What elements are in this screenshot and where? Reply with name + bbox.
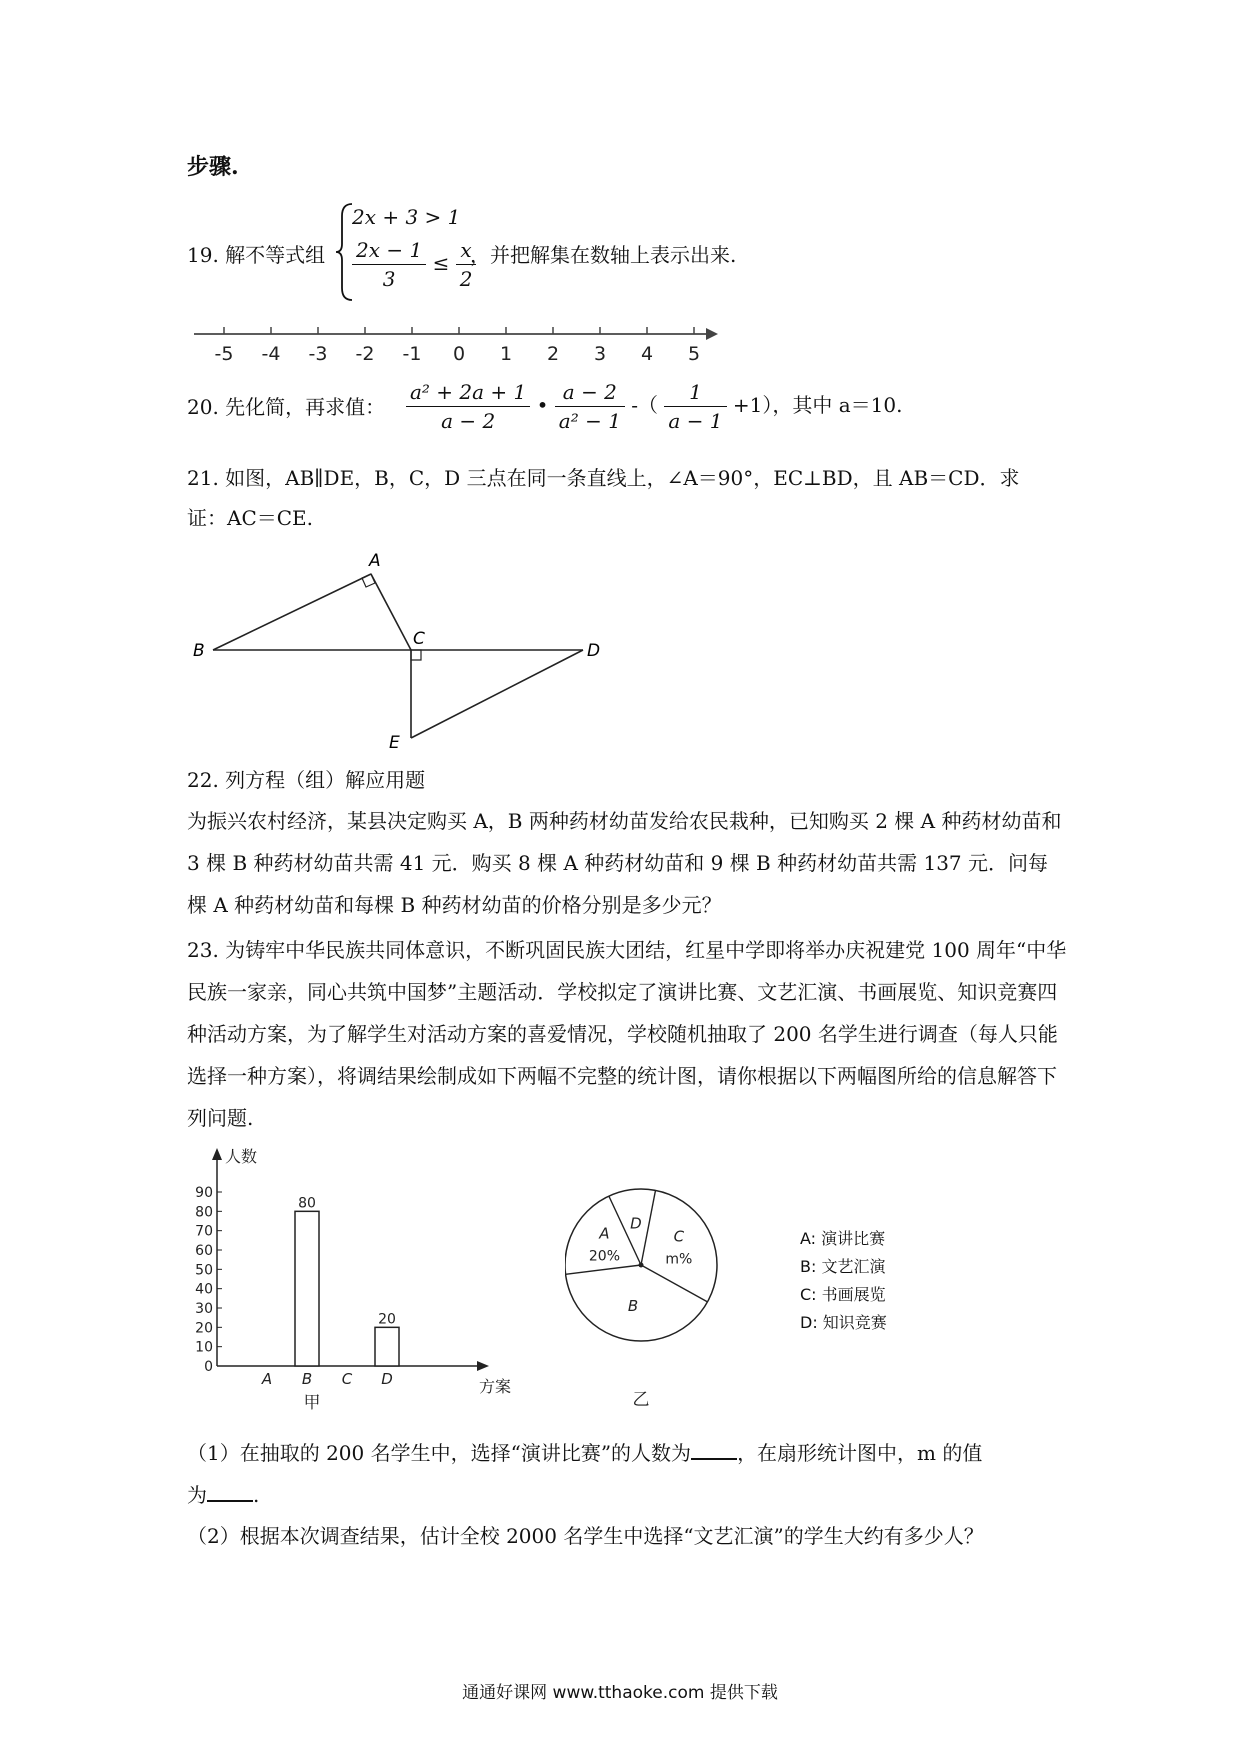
q23-sub1-d: . bbox=[253, 1483, 260, 1507]
number-line-tick-label: -1 bbox=[402, 343, 422, 365]
label-c: C bbox=[413, 629, 425, 649]
q23-sub1-line1 bbox=[187, 1440, 982, 1465]
q20-f2-den: a² − 1 bbox=[558, 409, 621, 433]
number-line-tick-label: 1 bbox=[499, 343, 513, 365]
bar-chart bbox=[185, 1146, 535, 1414]
q19-ineq2 bbox=[352, 238, 476, 291]
q20-f3-den: a − 1 bbox=[668, 409, 723, 433]
legend-item-b: B: 文艺汇演 bbox=[800, 1257, 886, 1276]
q20-f2-num: a − 2 bbox=[555, 380, 625, 407]
bar-d bbox=[375, 1327, 399, 1366]
legend-item-a: A: 演讲比赛 bbox=[800, 1229, 886, 1248]
bar-b bbox=[295, 1211, 319, 1366]
answer-blank-1[interactable] bbox=[691, 1440, 737, 1460]
q20-f3-num: 1 bbox=[664, 380, 726, 407]
segment-ed bbox=[411, 650, 583, 738]
y-tick-label: 50 bbox=[195, 1262, 213, 1279]
q23-sub1-c: 为 bbox=[187, 1483, 207, 1507]
answer-blank-2[interactable] bbox=[207, 1482, 253, 1502]
x-tick-label: C bbox=[341, 1370, 353, 1388]
number-line-tick-label: 5 bbox=[687, 343, 701, 365]
q22-body: 为振兴农村经济，某县决定购买 A，B 两种药材幼苗发给农民栽种，已知购买 2 棵 A 种药材幼苗和 3 棵 B 种药材幼苗共需 41 元．购买 8 棵 A 种药材幼苗和 9 棵 B 种药材幼苗共需 137 元．问每棵 A 种药材幼苗和每棵 B 种药材幼苗的价格分别是多少元？ bbox=[187, 809, 1062, 917]
q20-f1-num: a² + 2a + 1 bbox=[406, 380, 530, 407]
y-tick-label: 60 bbox=[195, 1243, 213, 1259]
pie-chart-title: 乙 bbox=[632, 1390, 650, 1410]
pie-slice-label-a: A bbox=[599, 1224, 610, 1243]
q20-prefix: 20. 先化简，再求值： bbox=[187, 395, 386, 419]
pie-slice-label-b: B bbox=[627, 1297, 639, 1316]
q19-ineq1: 2x + 3 > 1 bbox=[352, 205, 461, 229]
number-line-tick-label: 4 bbox=[640, 343, 654, 365]
x-axis-arrow bbox=[477, 1361, 489, 1371]
label-b: B bbox=[193, 641, 205, 661]
bar-data-label: 20 bbox=[378, 1311, 396, 1328]
footer: 通通好课网 www.tthaoke.com 提供下载 bbox=[462, 1683, 778, 1703]
q21-line2: 证：AC＝CE. bbox=[187, 506, 314, 530]
q20-line bbox=[187, 395, 385, 419]
number-line bbox=[190, 322, 730, 368]
number-line-tick-label: 2 bbox=[546, 343, 560, 365]
geometry-figure bbox=[185, 548, 625, 758]
x-axis-label: 方案 bbox=[479, 1377, 512, 1396]
q20-minus: -（ bbox=[631, 393, 659, 417]
number-line-tick-label: 3 bbox=[593, 343, 607, 365]
number-line-arrow bbox=[706, 328, 718, 340]
y-axis-arrow bbox=[212, 1148, 222, 1160]
y-tick-label: 0 bbox=[204, 1359, 213, 1375]
q23-sub1-line2 bbox=[187, 1482, 259, 1507]
pie-slice-value-c: m% bbox=[665, 1251, 693, 1268]
number-line-tick-label: -5 bbox=[214, 343, 234, 365]
label-d: D bbox=[587, 641, 601, 661]
q20-f1-den: a − 2 bbox=[441, 409, 496, 433]
q21-line1: 21. 如图，AB∥DE，B，C，D 三点在同一条直线上，∠A＝90°，EC⊥BD，且 AB＝CD．求 bbox=[187, 466, 1020, 490]
pie-chart bbox=[565, 1175, 805, 1414]
legend-item-c: C: 书画展览 bbox=[800, 1285, 886, 1304]
y-axis-label: 人数 bbox=[225, 1147, 258, 1166]
pie-slice-value-a: 20% bbox=[588, 1248, 621, 1265]
x-tick-label: A bbox=[261, 1370, 273, 1388]
y-tick-label: 80 bbox=[195, 1204, 213, 1221]
q19-ineq2-lhs-num: 2x − 1 bbox=[352, 238, 426, 265]
y-tick-label: 30 bbox=[195, 1301, 213, 1317]
q20-dot: • bbox=[536, 393, 549, 417]
q19-ineq2-lhs-den: 3 bbox=[382, 267, 396, 291]
number-line-ticks bbox=[215, 327, 701, 365]
q23-sub1-a: （1）在抽取的 200 名学生中，选择“演讲比赛”的人数为 bbox=[187, 1441, 692, 1465]
right-angle-mark-c bbox=[411, 650, 421, 660]
q22-title: 22. 列方程（组）解应用题 bbox=[187, 768, 426, 792]
number-line-tick-label: -2 bbox=[355, 343, 375, 365]
y-tick-label: 40 bbox=[195, 1281, 213, 1298]
x-tick-label: D bbox=[381, 1370, 393, 1388]
label-e: E bbox=[389, 733, 400, 753]
number-line-tick-label: 0 bbox=[452, 343, 466, 365]
q19-ineq2-rhs-den: 2 bbox=[459, 267, 473, 291]
y-tick-label: 90 bbox=[195, 1185, 213, 1201]
bar-chart-title: 甲 bbox=[303, 1393, 321, 1413]
q20-expression bbox=[406, 380, 902, 433]
pie-slice-label-c: C bbox=[673, 1227, 685, 1246]
number-line-tick-label: -3 bbox=[308, 343, 328, 365]
q23-sub2: （2）根据本次调查结果，估计全校 2000 名学生中选择“文艺汇演”的学生大约有多少人？ bbox=[187, 1524, 984, 1548]
q20-plus-one: +1），其中 a＝10. bbox=[732, 393, 903, 417]
pie-legend bbox=[800, 1225, 887, 1337]
y-tick-label: 20 bbox=[195, 1320, 213, 1337]
segment-ac bbox=[371, 574, 411, 650]
q19-suffix: ，并把解集在数轴上表示出来. bbox=[470, 243, 737, 267]
pie-slice-label-d: D bbox=[630, 1214, 642, 1233]
q19-prefix: 19. 解不等式组 bbox=[187, 243, 326, 267]
section-heading: 步骤. bbox=[187, 154, 239, 180]
bar-data-label: 80 bbox=[298, 1195, 316, 1212]
q19-ineq2-op: ≤ bbox=[432, 251, 450, 275]
number-line-tick-label: -4 bbox=[261, 343, 281, 365]
q23-body: 23. 为铸牢中华民族共同体意识，不断巩固民族大团结，红星中学即将举办庆祝建党 100 周年“中华民族一家亲，同心共筑中国梦”主题活动．学校拟定了演讲比赛、文艺汇演、书画展览、知识竞赛四种活动方案，为了解学生对活动方案的喜爱情况，学校随机抽取了 200 名学生进行调查（每人只能选择一种方案），将调结果绘制成如下两幅不完整的统计图，请你根据以下两幅图所给的信息解答下列问题. bbox=[187, 938, 1067, 1130]
legend-item-d: D: 知识竞赛 bbox=[800, 1313, 887, 1332]
y-tick-label: 70 bbox=[195, 1223, 213, 1240]
q19-ineq2-rhs-num: x bbox=[456, 238, 477, 265]
label-a: A bbox=[369, 551, 381, 571]
pie-center bbox=[639, 1263, 644, 1268]
segment-ab bbox=[213, 574, 371, 650]
x-tick-label: B bbox=[301, 1370, 313, 1388]
q23-sub1-b: ，在扇形统计图中，m 的值 bbox=[737, 1441, 983, 1465]
y-tick-label: 10 bbox=[195, 1339, 213, 1356]
